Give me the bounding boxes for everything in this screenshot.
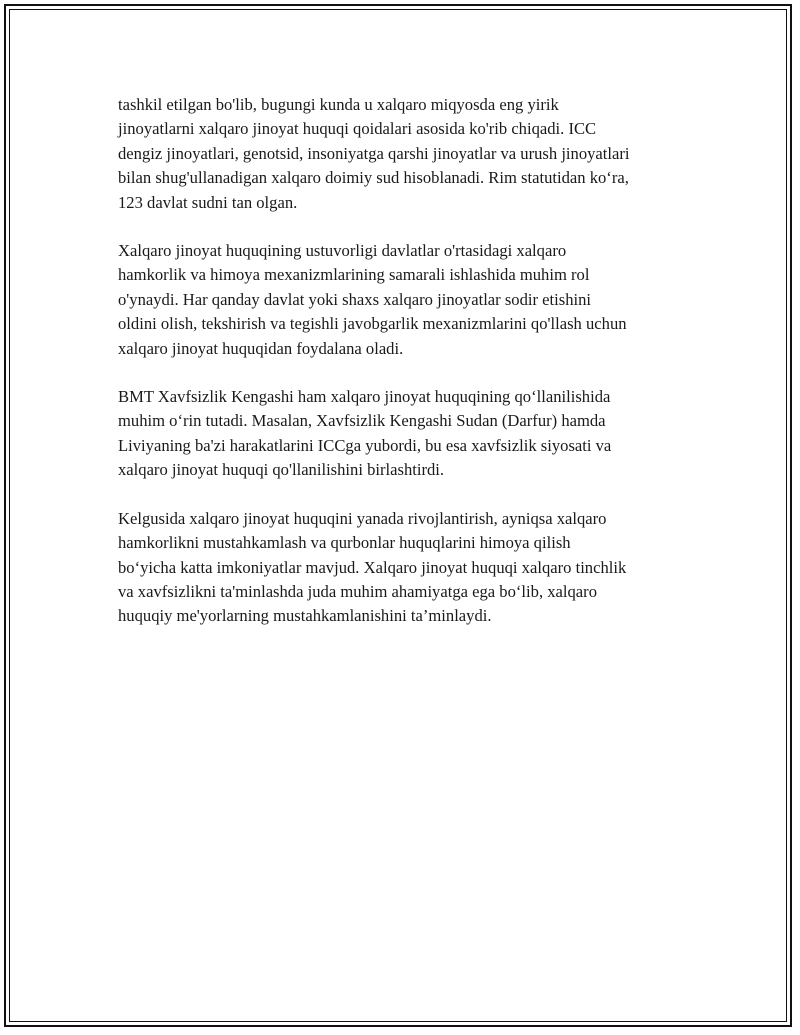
paragraph-3: BMT Xavfsizlik Kengashi ham xalqaro jinoyat huquqining qo‘llanilishida muhim o‘rin tutadi. Masalan, Xavfsizlik Kengashi Sudan (Darfur) hamda Liviyaning ba'zi harakatlarini ICCga yubordi, bu esa xavfsizlik siyosati va xalqaro jinoyat huquqi qo'llanilishini birlashtirdi.	[118, 387, 612, 480]
paragraph-1: tashkil etilgan bo'lib, bugungi kunda u xalqaro miqyosda eng yirik jinoyatlarni xalqaro jinoyat huquqi qoidalari asosida ko'rib chiqadi. ICC dengiz jinoyatlari, genotsid, insoniyatga qarshi jinoyatlar va urush jinoyatlari bilan shug'ullanadigan xalqaro doimiy sud hisoblanadi. Rim statutidan ko‘ra, 123 davlat sudni tan olgan.	[118, 95, 630, 212]
document-body	[118, 93, 698, 653]
paragraph-4: Kelgusida xalqaro jinoyat huquqini yanada rivojlantirish, ayniqsa xalqaro hamkorlikni mustahkamlash va qurbonlar huquqlarini himoya qilish bo‘yicha katta imkoniyatlar mavjud. Xalqaro jinoyat huquqi xalqaro tinchlik va xavfsizlikni ta'minlashda juda muhim ahamiyatga ega bo‘lib, xalqaro huquqiy me'yorlarning mustahkamlanishini ta’minlaydi.	[118, 508, 627, 626]
paragraph-2: Xalqaro jinoyat huquqining ustuvorligi davlatlar o'rtasidagi xalqaro hamkorlik va himoya mexanizmlarining samarali ishlashida muhim rol o'ynaydi. Har qanday davlat yoki shaxs xalqaro jinoyatlar sodir etishini oldini olish, tekshirish va tegishli javobgarlik mexanizmlarini qo'llash uchun xalqaro jinoyat huquqidan foydalana oladi.	[118, 241, 627, 358]
